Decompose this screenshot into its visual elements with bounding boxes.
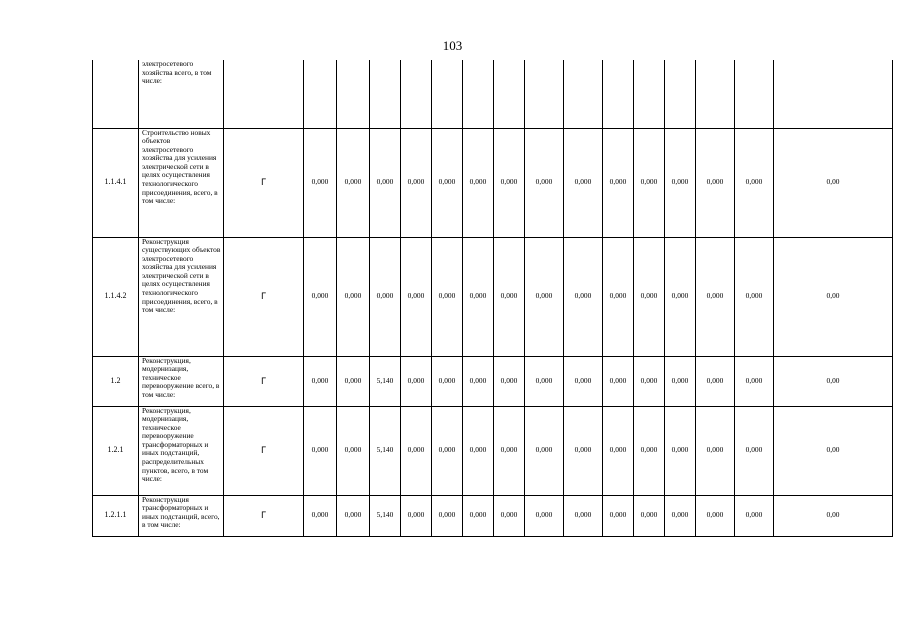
value-cell <box>432 60 463 128</box>
row-name: Реконструкция существующих объектов электросетевого хозяйства для усиления электрической сети в целях осуществления технологического присоединения, всего, в том числе: <box>139 237 224 356</box>
value-cell: 0,000 <box>735 356 774 406</box>
value-cell: 0,000 <box>634 128 665 237</box>
value-cell: 0,000 <box>432 356 463 406</box>
value-cell: 0,000 <box>696 406 735 495</box>
value-cell: 0,000 <box>603 406 634 495</box>
value-cell: 0,000 <box>401 237 432 356</box>
value-cell: 0,000 <box>304 406 337 495</box>
value-cell: 0,000 <box>564 356 603 406</box>
row-class <box>224 60 304 128</box>
value-cell: 0,000 <box>735 406 774 495</box>
value-cell: 0,000 <box>564 406 603 495</box>
table-row <box>93 356 893 406</box>
value-cell: 0,000 <box>696 356 735 406</box>
page-number: 103 <box>442 38 463 53</box>
row-class: Г <box>224 128 304 237</box>
value-cell: 0,00 <box>774 406 893 495</box>
value-cell: 0,000 <box>665 495 696 536</box>
table-row <box>93 406 893 495</box>
row-code: 1.2.1 <box>93 406 139 495</box>
value-cell: 0,000 <box>696 128 735 237</box>
value-cell: 0,000 <box>665 406 696 495</box>
value-cell: 0,000 <box>634 237 665 356</box>
value-cell: 0,000 <box>665 237 696 356</box>
value-cell: 0,000 <box>735 495 774 536</box>
value-cell: 0,000 <box>525 237 564 356</box>
value-cell <box>337 60 370 128</box>
value-cell: 0,000 <box>494 128 525 237</box>
value-cell: 0,000 <box>564 237 603 356</box>
row-code: 1.1.4.1 <box>93 128 139 237</box>
value-cell <box>304 60 337 128</box>
row-code <box>93 60 139 128</box>
value-cell <box>525 60 564 128</box>
value-cell: 0,000 <box>370 128 401 237</box>
value-cell: 0,000 <box>525 406 564 495</box>
value-cell: 0,000 <box>432 237 463 356</box>
value-cell <box>665 60 696 128</box>
value-cell: 0,000 <box>603 128 634 237</box>
value-cell: 0,000 <box>665 356 696 406</box>
value-cell: 0,000 <box>432 406 463 495</box>
value-cell: 0,000 <box>304 237 337 356</box>
value-cell: 0,000 <box>634 406 665 495</box>
value-cell: 0,000 <box>337 237 370 356</box>
value-cell: 0,00 <box>774 356 893 406</box>
value-cell: 0,000 <box>735 237 774 356</box>
value-cell: 0,000 <box>603 495 634 536</box>
row-name: электросетевого хозяйства всего, в том числе: <box>139 60 224 128</box>
table-row <box>93 60 893 128</box>
value-cell: 0,000 <box>337 406 370 495</box>
value-cell: 0,000 <box>525 356 564 406</box>
value-cell: 0,000 <box>304 128 337 237</box>
value-cell: 0,00 <box>774 128 893 237</box>
value-cell: 0,000 <box>634 495 665 536</box>
value-cell <box>401 60 432 128</box>
value-cell: 0,000 <box>337 495 370 536</box>
value-cell: 0,000 <box>304 495 337 536</box>
value-cell: 0,000 <box>494 406 525 495</box>
value-cell <box>696 60 735 128</box>
value-cell: 0,000 <box>696 237 735 356</box>
row-class: Г <box>224 356 304 406</box>
value-cell: 0,00 <box>774 237 893 356</box>
value-cell: 0,000 <box>401 495 432 536</box>
row-code: 1.2.1.1 <box>93 495 139 536</box>
table-row <box>93 128 893 237</box>
value-cell: 0,000 <box>401 356 432 406</box>
value-cell: 0,000 <box>463 128 494 237</box>
row-class: Г <box>224 237 304 356</box>
table-body <box>93 60 893 536</box>
value-cell: 0,000 <box>494 495 525 536</box>
value-cell: 0,000 <box>401 128 432 237</box>
value-cell: 0,000 <box>432 495 463 536</box>
value-cell <box>564 60 603 128</box>
value-cell <box>463 60 494 128</box>
row-name: Строительство новых объектов электросетевого хозяйства для усиления электрической сети в целях осуществления технологического присоединения, всего, в том числе: <box>139 128 224 237</box>
value-cell: 0,000 <box>370 237 401 356</box>
table-row <box>93 495 893 536</box>
value-cell: 0,000 <box>696 495 735 536</box>
value-cell: 0,000 <box>525 495 564 536</box>
value-cell: 0,000 <box>401 406 432 495</box>
data-table <box>92 60 893 537</box>
value-cell <box>774 60 893 128</box>
value-cell: 0,000 <box>463 356 494 406</box>
value-cell <box>370 60 401 128</box>
value-cell: 0,000 <box>337 356 370 406</box>
value-cell: 0,000 <box>735 128 774 237</box>
row-code: 1.2 <box>93 356 139 406</box>
value-cell: 0,000 <box>603 356 634 406</box>
row-class: Г <box>224 495 304 536</box>
value-cell <box>735 60 774 128</box>
value-cell: 0,000 <box>603 237 634 356</box>
value-cell: 5,140 <box>370 406 401 495</box>
value-cell: 5,140 <box>370 495 401 536</box>
value-cell: 0,000 <box>564 128 603 237</box>
value-cell: 5,140 <box>370 356 401 406</box>
value-cell: 0,000 <box>463 237 494 356</box>
value-cell: 0,000 <box>432 128 463 237</box>
value-cell: 0,000 <box>634 356 665 406</box>
value-cell: 0,000 <box>494 237 525 356</box>
value-cell: 0,000 <box>494 356 525 406</box>
row-code: 1.1.4.2 <box>93 237 139 356</box>
value-cell: 0,000 <box>337 128 370 237</box>
value-cell <box>603 60 634 128</box>
value-cell: 0,000 <box>564 495 603 536</box>
value-cell: 0,000 <box>463 406 494 495</box>
value-cell: 0,000 <box>463 495 494 536</box>
value-cell: 0,000 <box>525 128 564 237</box>
row-name: Реконструкция, модернизация, техническое перевооружение трансформаторных и иных подстанций, распределительных пунктов, всего, в том числе: <box>139 406 224 495</box>
value-cell <box>494 60 525 128</box>
value-cell <box>634 60 665 128</box>
row-class: Г <box>224 406 304 495</box>
table-row <box>93 237 893 356</box>
row-name: Реконструкция, модернизация, техническое перевооружение всего, в том числе: <box>139 356 224 406</box>
value-cell: 0,00 <box>774 495 893 536</box>
value-cell: 0,000 <box>665 128 696 237</box>
row-name: Реконструкция трансформаторных и иных подстанций, всего, в том числе: <box>139 495 224 536</box>
value-cell: 0,000 <box>304 356 337 406</box>
